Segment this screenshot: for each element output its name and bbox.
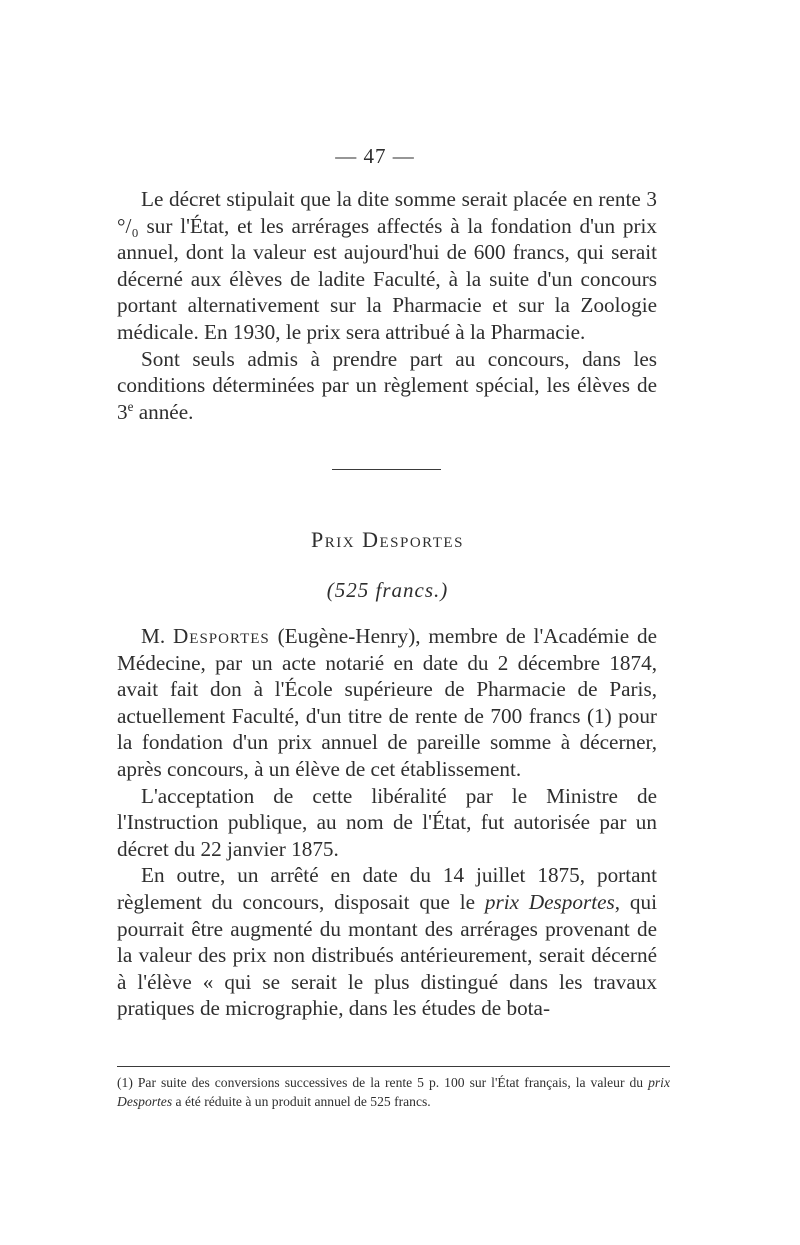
desportes-p3-start: En outre, un arrêté en date du 14 juillet 1875, portant règlement du concours, disposait que le xyxy=(117,863,657,914)
intro-paragraph-1: Le décret stipulait que la dite somme serait placée en rente 3 °/₀ sur l'État, et les arrérages affectés à la fondation d'un prix annuel, dont la valeur est aujourd'hui de 600 francs, qui serait décerné aux élèves de ladite Faculté, à la suite d'un concours portant alternativement sur la Pharmacie et sur la Zoologie médicale. En 1930, le prix sera attribué à la Pharmacie. xyxy=(117,187,657,344)
desportes-text xyxy=(117,623,657,1022)
section-subtitle: (525 francs.) xyxy=(326,578,449,602)
desportes-p3-rest: , qui pourrait être augmenté du montant des arrérages provenant de la valeur des prix non distribués antérieurement, serait décerné à l'élève « qui se serait le plus distingué dans les travaux pratiques de micrographie, dans les études de bota- xyxy=(117,889,657,1021)
desportes-p1-rest: (Eugène-Henry), membre de l'Académie de Médecine, par un acte notarié en date du 2 décembre 1874, avait fait don à l'École supérieure de Pharmacie de Paris, actuellement Faculté, d'un titre de rente de 700 francs (1) pour la fondation d'un prix annuel de pareille somme à décerner, après concours, à un élève de cet établissement. xyxy=(117,624,657,781)
section-divider xyxy=(332,469,441,470)
footnote-start: (1) Par suite des conversions successives de la rente 5 p. 100 sur l'État français, la valeur du xyxy=(117,1075,649,1090)
footnote-rest: a été réduite à un produit annuel de 525 francs. xyxy=(172,1094,431,1109)
desportes-p3-italic: prix Desportes xyxy=(484,889,615,914)
footnote-divider xyxy=(117,1066,670,1067)
section-title: Prix Desportes xyxy=(311,527,464,552)
page-number: — 47 — xyxy=(335,144,415,168)
desportes-paragraph-1 xyxy=(117,623,657,783)
footnote xyxy=(117,1073,670,1111)
desportes-paragraph-3 xyxy=(117,862,657,1022)
intro-paragraph-2-text: Sont seuls admis à prendre part au concours, dans les conditions déterminées par un règlement spécial, les élèves de 3 xyxy=(117,346,657,424)
desportes-p1-start: M. xyxy=(141,624,173,648)
intro-text xyxy=(117,186,657,425)
footnote-italic: prix Desportes xyxy=(117,1075,670,1109)
desportes-name: Desportes xyxy=(173,624,270,648)
intro-paragraph-2 xyxy=(117,346,657,426)
ordinal-superscript: e xyxy=(127,398,134,414)
desportes-paragraph-2: L'acceptation de cette libéralité par le Ministre de l'Instruction publique, au nom de l'État, fut autorisée par un décret du 22 janvier 1875. xyxy=(117,783,657,861)
intro-paragraph-2-end: année. xyxy=(133,399,194,424)
